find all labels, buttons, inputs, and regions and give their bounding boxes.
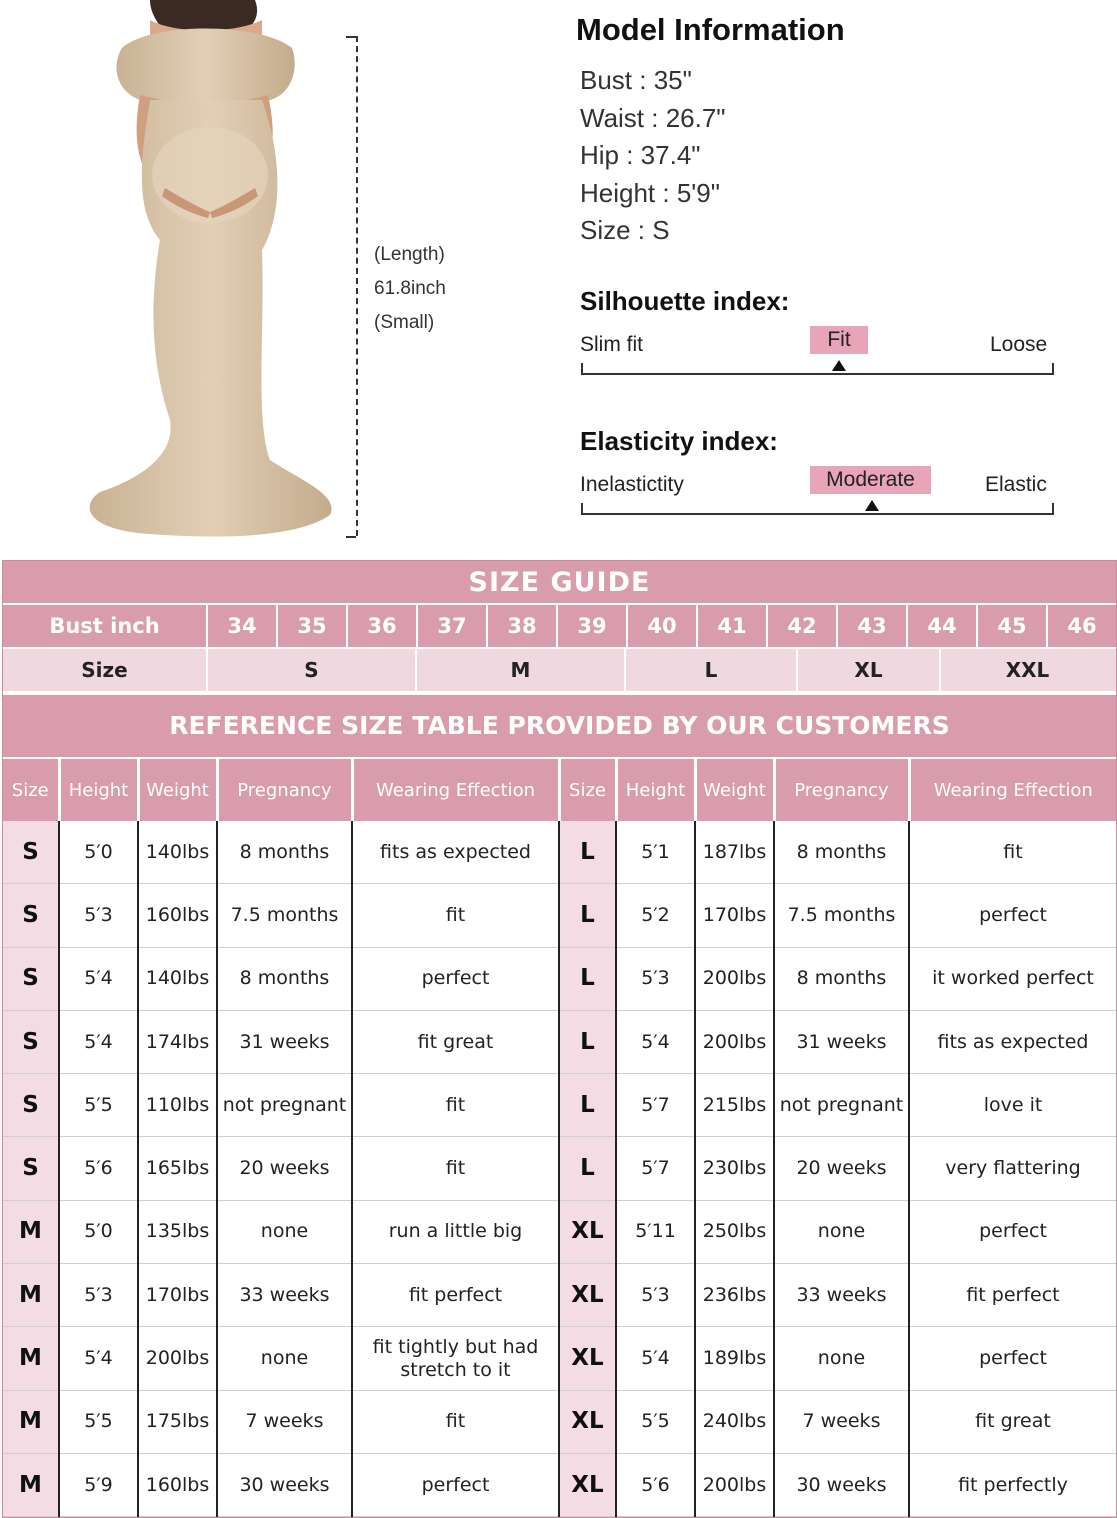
cell-size: L <box>559 884 616 947</box>
size-guide-title: SIZE GUIDE <box>3 561 1116 603</box>
cell-wearing-effection: fit <box>352 884 559 947</box>
cell-size: S <box>3 947 59 1010</box>
cell-height: 5′4 <box>59 947 138 1010</box>
cell-weight: 200lbs <box>695 1453 774 1516</box>
cell-wearing-effection: fit <box>352 1137 559 1200</box>
cell-pregnancy: 7 weeks <box>217 1390 352 1453</box>
elasticity-scale <box>581 503 1054 515</box>
cell-wearing-effection: fits as expected <box>909 1010 1116 1073</box>
cell-pregnancy: none <box>774 1200 909 1263</box>
table-row <box>3 1200 1116 1263</box>
size-range-l: L <box>626 649 798 691</box>
cell-height: 5′1 <box>616 821 695 884</box>
cell-pregnancy: 20 weeks <box>217 1137 352 1200</box>
model-height: Height : 5'9" <box>580 177 720 208</box>
cell-weight: 160lbs <box>138 884 217 947</box>
cell-pregnancy: none <box>774 1327 909 1390</box>
length-label: (Length) <box>374 244 445 265</box>
cell-weight: 170lbs <box>138 1264 217 1327</box>
dress-model-image <box>0 0 560 560</box>
bust-value: 41 <box>698 605 768 647</box>
cell-weight: 200lbs <box>138 1327 217 1390</box>
col-header-wearing-effection: Wearing Effection <box>352 759 559 821</box>
silhouette-marker <box>832 360 846 371</box>
cell-wearing-effection: perfect <box>909 1327 1116 1390</box>
cell-wearing-effection: perfect <box>909 1200 1116 1263</box>
cell-pregnancy: 31 weeks <box>217 1010 352 1073</box>
bust-value: 46 <box>1067 614 1097 638</box>
bust-value: 40 <box>628 605 698 647</box>
length-annotation <box>374 238 446 340</box>
cell-size: S <box>3 1137 59 1200</box>
cell-pregnancy: 30 weeks <box>774 1453 909 1516</box>
model-info-list <box>580 62 726 250</box>
size-range-xxl: XXL <box>1005 658 1050 682</box>
cell-height: 5′5 <box>616 1390 695 1453</box>
cell-height: 5′4 <box>616 1010 695 1073</box>
bust-value: 38 <box>488 605 558 647</box>
cell-height: 5′5 <box>59 1074 138 1137</box>
cell-height: 5′3 <box>59 884 138 947</box>
cell-weight: 140lbs <box>138 947 217 1010</box>
cell-size: S <box>3 884 59 947</box>
cell-size: M <box>3 1264 59 1327</box>
cell-height: 5′0 <box>59 821 138 884</box>
elasticity-left-label: Inelastictity <box>580 473 684 496</box>
cell-wearing-effection: fit great <box>909 1390 1116 1453</box>
elasticity-marker <box>865 500 879 511</box>
cell-weight: 240lbs <box>695 1390 774 1453</box>
silhouette-right-label: Loose <box>990 333 1048 356</box>
bust-value: 37 <box>418 605 488 647</box>
table-row <box>3 1074 1116 1137</box>
silhouette-title: Silhouette index: <box>580 286 790 316</box>
cell-weight: 187lbs <box>695 821 774 884</box>
product-image-area <box>0 0 560 560</box>
bust-value: 45 <box>978 605 1048 647</box>
cell-height: 5′3 <box>59 1264 138 1327</box>
cell-height: 5′9 <box>59 1453 138 1516</box>
cell-size: M <box>3 1453 59 1516</box>
cell-weight: 160lbs <box>138 1453 217 1516</box>
table-row <box>3 1390 1116 1453</box>
cell-pregnancy: 33 weeks <box>217 1264 352 1327</box>
cell-pregnancy: 8 months <box>774 947 909 1010</box>
cell-height: 5′6 <box>59 1137 138 1200</box>
col-header-wearing-effection: Wearing Effection <box>909 759 1116 821</box>
model-size: Size : S <box>580 215 670 245</box>
cell-weight: 230lbs <box>695 1137 774 1200</box>
bust-value: 39 <box>558 605 628 647</box>
col-header-size: Size <box>3 759 59 821</box>
length-value: 61.8inch <box>374 278 446 299</box>
cell-height: 5′0 <box>59 1200 138 1263</box>
cell-wearing-effection: perfect <box>352 947 559 1010</box>
table-row <box>3 821 1116 884</box>
cell-wearing-effection: fit <box>352 1074 559 1137</box>
table-row <box>3 1327 1116 1390</box>
cell-wearing-effection: love it <box>909 1074 1116 1137</box>
table-row <box>3 884 1116 947</box>
table-row <box>3 1264 1116 1327</box>
reference-header-row <box>3 759 1116 821</box>
length-size: (Small) <box>374 312 435 333</box>
cell-weight: 110lbs <box>138 1074 217 1137</box>
model-info-title: Model Information <box>576 12 845 47</box>
elasticity-right-label: Elastic <box>985 473 1047 496</box>
cell-weight: 189lbs <box>695 1327 774 1390</box>
cell-size: XL <box>559 1390 616 1453</box>
col-header-weight: Weight <box>695 759 774 821</box>
cell-pregnancy: 30 weeks <box>217 1453 352 1516</box>
size-row <box>3 647 1116 695</box>
length-measure-line <box>356 36 358 536</box>
cell-size: L <box>559 1074 616 1137</box>
cell-wearing-effection: fit <box>909 821 1116 884</box>
size-range-xl: XL <box>798 649 941 691</box>
cell-pregnancy: 33 weeks <box>774 1264 909 1327</box>
cell-weight: 140lbs <box>138 821 217 884</box>
cell-height: 5′7 <box>616 1137 695 1200</box>
cell-wearing-effection: it worked perfect <box>909 947 1116 1010</box>
cell-wearing-effection: fit perfectly <box>909 1453 1116 1516</box>
cell-size: M <box>3 1327 59 1390</box>
col-header-height: Height <box>59 759 138 821</box>
cell-size: XL <box>559 1327 616 1390</box>
size-range-m: M <box>417 649 626 691</box>
cell-weight: 236lbs <box>695 1264 774 1327</box>
cell-size: S <box>3 1074 59 1137</box>
cell-wearing-effection: fit tightly but had stretch to it <box>352 1327 559 1390</box>
cell-size: XL <box>559 1453 616 1516</box>
cell-pregnancy: not pregnant <box>217 1074 352 1137</box>
cell-height: 5′3 <box>616 947 695 1010</box>
bust-value: 35 <box>278 605 348 647</box>
cell-weight: 200lbs <box>695 947 774 1010</box>
size-label: Size <box>3 649 208 691</box>
table-row <box>3 1010 1116 1073</box>
cell-height: 5′4 <box>616 1327 695 1390</box>
cell-size: L <box>559 821 616 884</box>
cell-pregnancy: 20 weeks <box>774 1137 909 1200</box>
cell-height: 5′5 <box>59 1390 138 1453</box>
cell-weight: 200lbs <box>695 1010 774 1073</box>
table-row <box>3 1137 1116 1200</box>
reference-table-title: REFERENCE SIZE TABLE PROVIDED BY OUR CUSTOMERS <box>3 695 1116 759</box>
cell-pregnancy: 7.5 months <box>217 884 352 947</box>
cell-size: L <box>559 947 616 1010</box>
model-hip: Hip : 37.4" <box>580 140 701 170</box>
bust-value: 42 <box>768 605 838 647</box>
cell-wearing-effection: fit <box>352 1390 559 1453</box>
cell-size: XL <box>559 1264 616 1327</box>
size-guide-panel <box>2 560 1117 1518</box>
cell-wearing-effection: perfect <box>352 1453 559 1516</box>
col-header-height: Height <box>616 759 695 821</box>
cell-pregnancy: not pregnant <box>774 1074 909 1137</box>
model-bust: Bust : 35" <box>580 65 692 95</box>
cell-pregnancy: 7 weeks <box>774 1390 909 1453</box>
cell-pregnancy: 8 months <box>774 821 909 884</box>
silhouette-selected-pill: Fit <box>810 326 868 354</box>
cell-wearing-effection: fit perfect <box>909 1264 1116 1327</box>
elasticity-title: Elasticity index: <box>580 426 778 456</box>
col-header-size: Size <box>559 759 616 821</box>
cell-pregnancy: 7.5 months <box>774 884 909 947</box>
cell-wearing-effection: perfect <box>909 884 1116 947</box>
cell-height: 5′6 <box>616 1453 695 1516</box>
cell-weight: 174lbs <box>138 1010 217 1073</box>
cell-size: S <box>3 821 59 884</box>
cell-weight: 165lbs <box>138 1137 217 1200</box>
size-range-s: S <box>208 649 417 691</box>
cell-height: 5′4 <box>59 1010 138 1073</box>
cell-pregnancy: 31 weeks <box>774 1010 909 1073</box>
cell-wearing-effection: very flattering <box>909 1137 1116 1200</box>
cell-weight: 175lbs <box>138 1390 217 1453</box>
cell-size: L <box>559 1137 616 1200</box>
table-row <box>3 1453 1116 1516</box>
cell-size: L <box>559 1010 616 1073</box>
cell-size: M <box>3 1390 59 1453</box>
length-cap-bottom <box>346 536 356 538</box>
cell-height: 5′4 <box>59 1327 138 1390</box>
cell-height: 5′11 <box>616 1200 695 1263</box>
col-header-pregnancy: Pregnancy <box>217 759 352 821</box>
cell-wearing-effection: fits as expected <box>352 821 559 884</box>
col-header-weight: Weight <box>138 759 217 821</box>
table-row <box>3 947 1116 1010</box>
silhouette-left-label: Slim fit <box>580 333 643 356</box>
cell-wearing-effection: fit great <box>352 1010 559 1073</box>
elasticity-selected-pill: Moderate <box>810 466 931 494</box>
cell-pregnancy: none <box>217 1200 352 1263</box>
cell-size: M <box>3 1200 59 1263</box>
cell-pregnancy: none <box>217 1327 352 1390</box>
cell-height: 5′7 <box>616 1074 695 1137</box>
cell-pregnancy: 8 months <box>217 821 352 884</box>
cell-weight: 215lbs <box>695 1074 774 1137</box>
cell-height: 5′3 <box>616 1264 695 1327</box>
reference-size-table <box>3 759 1116 1517</box>
bust-label: Bust inch <box>3 605 208 647</box>
cell-size: XL <box>559 1200 616 1263</box>
col-header-pregnancy: Pregnancy <box>774 759 909 821</box>
cell-wearing-effection: run a little big <box>352 1200 559 1263</box>
silhouette-scale <box>581 363 1054 375</box>
bust-row <box>3 603 1116 647</box>
cell-size: S <box>3 1010 59 1073</box>
cell-pregnancy: 8 months <box>217 947 352 1010</box>
cell-wearing-effection: fit perfect <box>352 1264 559 1327</box>
length-cap-top <box>346 36 356 38</box>
bust-value: 43 <box>838 605 908 647</box>
cell-weight: 170lbs <box>695 884 774 947</box>
bust-value: 44 <box>908 605 978 647</box>
model-waist: Waist : 26.7" <box>580 102 726 133</box>
cell-height: 5′2 <box>616 884 695 947</box>
cell-weight: 135lbs <box>138 1200 217 1263</box>
cell-weight: 250lbs <box>695 1200 774 1263</box>
bust-value: 36 <box>348 605 418 647</box>
bust-value: 34 <box>208 605 278 647</box>
